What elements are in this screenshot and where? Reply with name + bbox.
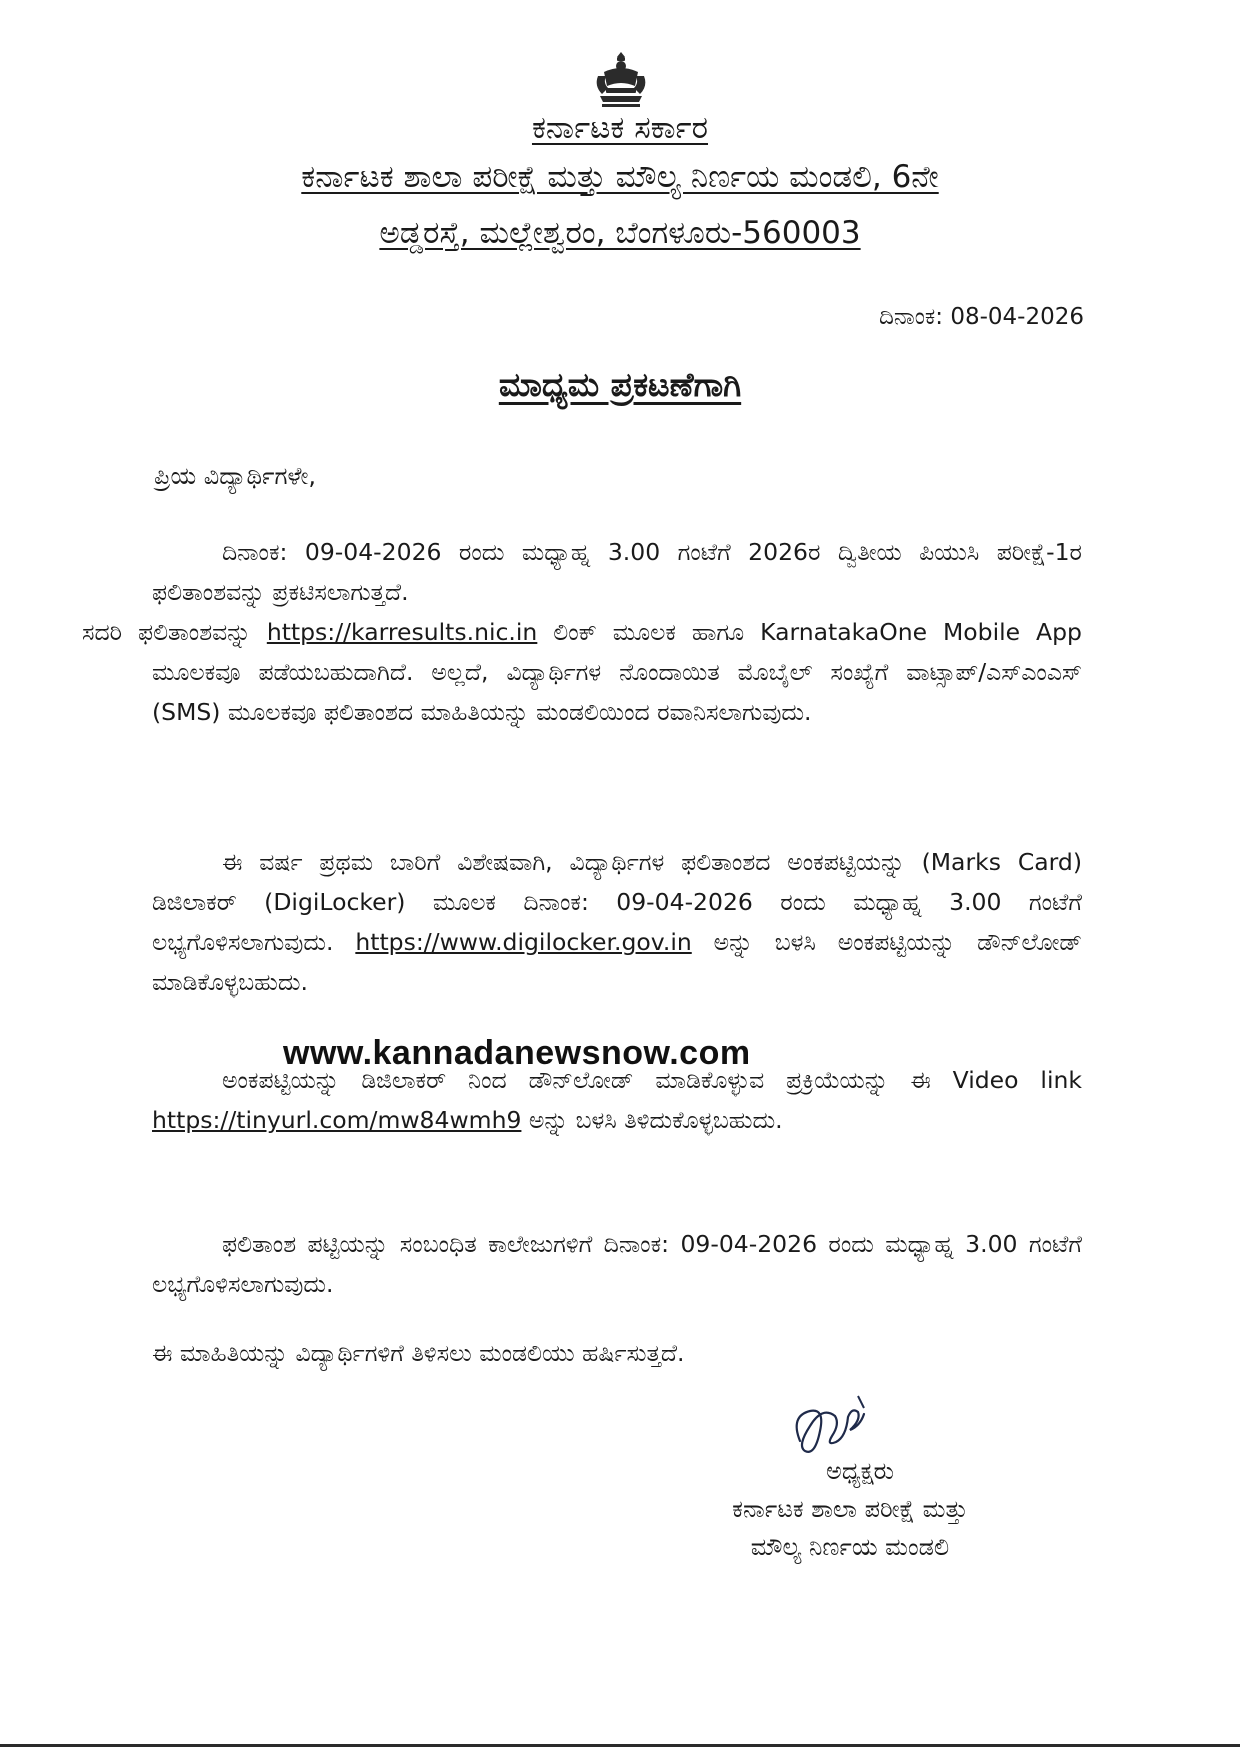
- page-bottom-divider: [0, 1744, 1240, 1747]
- paragraph-video-link: [152, 1060, 1082, 1140]
- signatory-org-line1: ಕರ್ನಾಟಕ ಶಾಲಾ ಪರೀಕ್ಷೆ ಮತ್ತು: [732, 1495, 968, 1523]
- karresults-link[interactable]: https://karresults.nic.in: [266, 618, 538, 646]
- signatory-org-line2: ಮೌಲ್ಯ ನಿರ್ಣಯ ಮಂಡಲಿ: [750, 1533, 950, 1561]
- paragraph-text: ಲಿಂಕ್ ಮೂಲಕ ಹಾಗೂ KarnatakaOne Mobile App ಮೂಲಕವೂ ಪಡೆಯಬಹುದಾಗಿದೆ. ಅಲ್ಲದೆ, ವಿದ್ಯಾರ್ಥಿಗಳ ನೊಂದಾಯಿತ ಮೊಬೈಲ್ ಸಂಖ್ಯೆಗೆ ವಾಟ್ಸಾಪ್/ಎಸ್‌ಎಂಎಸ್ (SMS) ಮೂಲಕವೂ ಫಲಿತಾಂಶದ ಮಾಹಿತಿಯನ್ನು ಮಂಡಲಿಯಿಂದ ರವಾನಿಸಲಾಗುವುದು.: [152, 618, 1082, 726]
- paragraph-digilocker: [152, 842, 1082, 1002]
- page-title: ಮಾಧ್ಯಮ ಪ್ರಕಟಣೆಗಾಗಿ: [498, 365, 742, 404]
- paragraph-text: ಅಂಕಪಟ್ಟಿಯನ್ನು ಡಿಜಿಲಾಕರ್ ನಿಂದ ಡೌನ್‌ಲೋಡ್ ಮಾಡಿಕೊಳ್ಳುವ ಪ್ರಕ್ರಿಯೆಯನ್ನು ಈ Video link: [222, 1066, 1082, 1094]
- paragraph-text: ದಿನಾಂಕ: 09-04-2026 ರಂದು ಮಧ್ಯಾಹ್ನ 3.00 ಗಂಟೆಗೆ 2026ರ ದ್ವಿತೀಯ ಪಿಯುಸಿ ಪರೀಕ್ಷೆ-1ರ ಫಲಿತಾಂಶವನ್ನು ಪ್ರಕಟಿಸಲಾಗುತ್ತದೆ.: [152, 538, 1082, 606]
- header-board-name: ಕರ್ನಾಟಕ ಶಾಲಾ ಪರೀಕ್ಷೆ ಮತ್ತು ಮೌಲ್ಯ ನಿರ್ಣಯ ಮಂಡಲಿ, 6ನೇ: [301, 159, 939, 195]
- paragraph-college-results: ಫಲಿತಾಂಶ ಪಟ್ಟಿಯನ್ನು ಸಂಬಂಧಿತ ಕಾಲೇಜುಗಳಿಗೆ ದಿನಾಂಕ: 09-04-2026 ರಂದು ಮಧ್ಯಾಹ್ನ 3.00 ಗಂಟೆಗೆ ಲಭ್ಯಗೊಳಿಸಲಾಗುವುದು.: [152, 1230, 1082, 1298]
- video-tutorial-link[interactable]: https://tinyurl.com/mw84wmh9: [152, 1106, 522, 1134]
- signature-block: [600, 1452, 1100, 1566]
- paragraph-result-announcement: [82, 532, 1082, 732]
- paragraph-text: ಸದರಿ ಫಲಿತಾಂಶವನ್ನು: [82, 618, 251, 646]
- issue-date: ದಿನಾಂಕ: 08-04-2026: [878, 304, 1084, 330]
- header-address: ಅಡ್ಡರಸ್ತೆ, ಮಲ್ಲೇಶ್ವರಂ, ಬೆಂಗಳೂರು-560003: [379, 215, 861, 251]
- watermark: www.kannadanewsnow.com: [283, 1034, 751, 1072]
- digilocker-link[interactable]: https://www.digilocker.gov.in: [355, 928, 692, 956]
- paragraph-text: ಅನ್ನು ಬಳಸಿ ತಿಳಿದುಕೊಳ್ಳಬಹುದು.: [528, 1106, 783, 1134]
- salutation: ಪ್ರಿಯ ವಿದ್ಯಾರ್ಥಿಗಳೇ,: [154, 462, 316, 490]
- paragraph-text: ಅನ್ನು ಬಳಸಿ ಅಂಕಪಟ್ಟಿಯನ್ನು ಡೌನ್‌ಲೋಡ್ ಮಾಡಿಕೊಳ್ಳಬಹುದು.: [152, 928, 1082, 996]
- government-emblem-icon: [590, 50, 652, 110]
- paragraph-closing: ಈ ಮಾಹಿತಿಯನ್ನು ವಿದ್ಯಾರ್ಥಿಗಳಿಗೆ ತಿಳಿಸಲು ಮಂಡಲಿಯು ಹರ್ಷಿಸುತ್ತದೆ.: [152, 1339, 685, 1367]
- paragraph-text: ಈ ವರ್ಷ ಪ್ರಥಮ ಬಾರಿಗೆ ವಿಶೇಷವಾಗಿ, ವಿದ್ಯಾರ್ಥಿಗಳ ಫಲಿತಾಂಶದ ಅಂಕಪಟ್ಟಿಯನ್ನು (Marks Card) ಡಿಜಿಲಾಕರ್ (DigiLocker) ಮೂಲಕ ದಿನಾಂಕ: 09-04-2026 ರಂದು ಮಧ್ಯಾಹ್ನ 3.00 ಗಂಟೆಗೆ ಲಭ್ಯಗೊಳಿಸಲಾಗುವುದು.: [152, 848, 1082, 956]
- header-government-name: ಕರ್ನಾಟಕ ಸರ್ಕಾರ: [531, 110, 709, 146]
- signatory-title: ಅಧ್ಯಕ್ಷರು: [826, 1457, 894, 1485]
